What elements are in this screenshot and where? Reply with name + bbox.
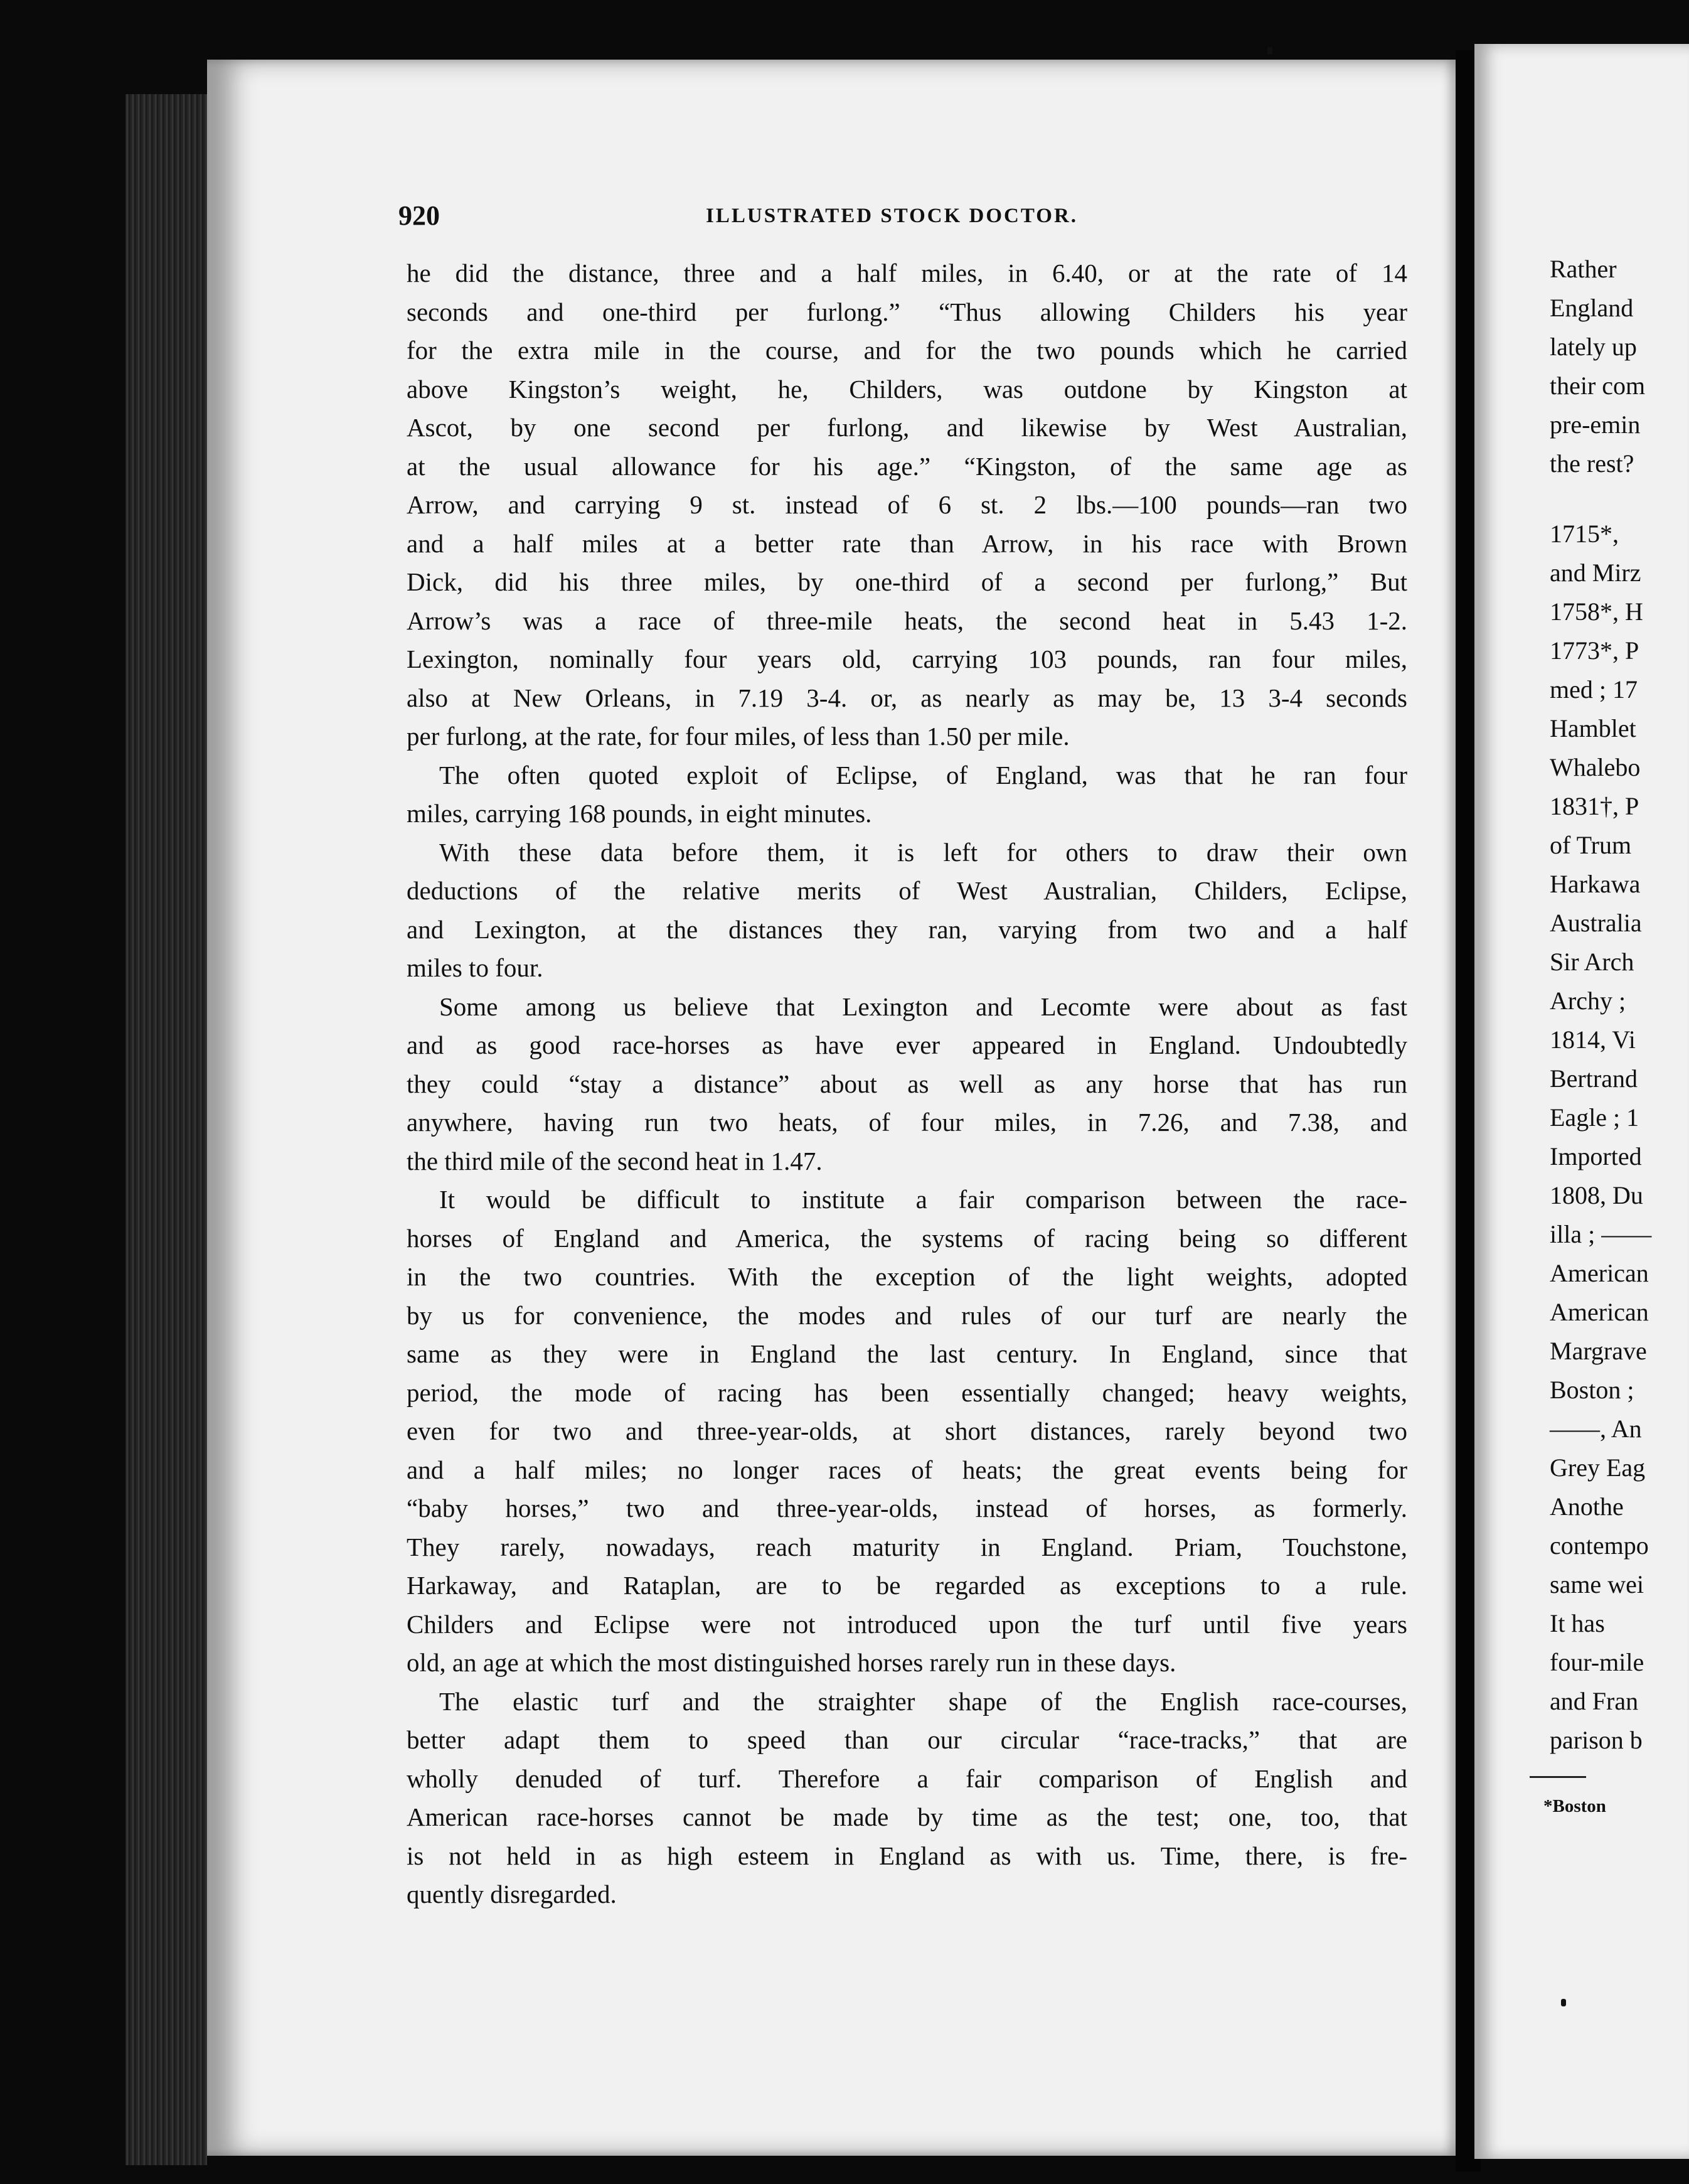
- right-page-line: 1758*, H: [1550, 597, 1643, 626]
- speck: [1561, 1999, 1566, 2006]
- text-line: American race-horses cannot be made by time as the test; one, too, that: [407, 1802, 1407, 1831]
- text-line: miles to four.: [407, 953, 543, 982]
- footnote-rule: [1530, 1776, 1586, 1778]
- paragraph: [407, 756, 1407, 833]
- right-page-line: Margrave: [1550, 1337, 1647, 1365]
- page-header: [398, 200, 1412, 237]
- text-line: Childers and Eclipse were not introduced upon the turf until five years: [407, 1609, 1407, 1639]
- footnote: *Boston: [1543, 1796, 1606, 1816]
- text-line: miles, carrying 168 pounds, in eight minutes.: [407, 799, 872, 828]
- right-page-line: American: [1550, 1259, 1649, 1287]
- right-page-line: Grey Eag: [1550, 1453, 1646, 1482]
- text-line: Arrow, and carrying 9 st. instead of 6 st. 2 lbs.—100 pounds—ran two: [407, 490, 1407, 519]
- text-line: and a half miles at a better rate than Arrow, in his race with Brown: [407, 528, 1407, 558]
- right-page-line: lately up: [1550, 333, 1637, 361]
- text-line: Ascot, by one second per furlong, and likewise by West Australian,: [407, 413, 1407, 442]
- text-line: he did the distance, three and a half miles, in 6.40, or at the rate of 14: [407, 259, 1407, 287]
- text-line: even for two and three-year-olds, at short distances, rarely beyond two: [407, 1416, 1407, 1445]
- text-line: old, an age at which the most distinguished horses rarely run in these days.: [407, 1648, 1176, 1677]
- text-line: by us for convenience, the modes and rules of our turf are nearly the: [407, 1300, 1407, 1330]
- text-line: The often quoted exploit of Eclipse, of England, was that he ran four: [439, 760, 1407, 790]
- right-page-line: contempo: [1550, 1531, 1649, 1560]
- right-page-line: and Mirz: [1550, 559, 1641, 587]
- right-page-line: 1715*,: [1550, 520, 1619, 548]
- text-line: Dick, did his three miles, by one-third of a second per furlong,” But: [407, 567, 1407, 596]
- right-page-line: Sir Arch: [1550, 948, 1634, 976]
- text-line: is not held in as high esteem in England as with us. Time, there, is fre-: [407, 1841, 1407, 1870]
- text-line: period, the mode of racing has been essentially changed; heavy weights,: [407, 1378, 1407, 1407]
- text-line: better adapt them to speed than our circular “race-tracks,” that are: [407, 1725, 1407, 1754]
- right-page-line: parison b: [1550, 1726, 1643, 1754]
- right-page-line: pre-emin: [1550, 410, 1641, 439]
- right-page-line: 1808, Du: [1550, 1181, 1643, 1209]
- right-page-line: Boston ;: [1550, 1376, 1634, 1404]
- text-line: and as good race-horses as have ever appeared in England. Undoubtedly: [407, 1030, 1407, 1059]
- paragraph: [407, 1180, 1407, 1683]
- right-page-line: four-mile: [1550, 1648, 1644, 1676]
- paragraph: [407, 833, 1407, 988]
- right-page-line: ——, An: [1550, 1415, 1642, 1443]
- right-page-line: Hamblet: [1550, 714, 1636, 742]
- right-page-line: 1814, Vi: [1550, 1025, 1636, 1054]
- text-line: and Lexington, at the distances they ran, varying from two and a half: [407, 914, 1407, 944]
- text-line: same as they were in England the last century. In England, since that: [407, 1339, 1407, 1368]
- text-line: wholly denuded of turf. Therefore a fair comparison of English and: [407, 1764, 1407, 1793]
- paragraph: [407, 988, 1407, 1181]
- text-line: also at New Orleans, in 7.19 3-4. or, as nearly as may be, 13 3-4 seconds: [407, 683, 1407, 712]
- text-line: at the usual allowance for his age.” “Kingston, of the same age as: [407, 451, 1407, 481]
- right-page-line: Rather: [1550, 255, 1617, 283]
- book-page-edges: [125, 94, 207, 2165]
- text-line: above Kingston’s weight, he, Childers, was outdone by Kingston at: [407, 374, 1407, 404]
- text-line: seconds and one-third per furlong.” “Thus allowing Childers his year: [407, 297, 1407, 326]
- right-page: [1474, 44, 1689, 2159]
- text-line: in the two countries. With the exception of the light weights, adopted: [407, 1262, 1407, 1291]
- right-page-line: Imported: [1550, 1142, 1642, 1170]
- body-text: [407, 254, 1407, 1914]
- right-page-line: of Trum: [1550, 831, 1632, 859]
- text-line: quently disregarded.: [407, 1880, 617, 1908]
- right-page-line: It has: [1550, 1609, 1605, 1637]
- text-line: and a half miles; no longer races of heats; the great events being for: [407, 1455, 1407, 1484]
- text-line: they could “stay a distance” about as well as any horse that has run: [407, 1069, 1407, 1098]
- text-line: Lexington, nominally four years old, carrying 103 pounds, ran four miles,: [407, 645, 1407, 673]
- text-line: anywhere, having run two heats, of four miles, in 7.26, and 7.38, and: [407, 1108, 1407, 1137]
- right-page-line: Bertrand: [1550, 1064, 1638, 1093]
- right-page-line: same wei: [1550, 1570, 1644, 1598]
- right-page-line: Harkawa: [1550, 870, 1641, 898]
- right-page-line: Australia: [1550, 909, 1642, 937]
- text-line: deductions of the relative merits of West Australian, Childers, Eclipse,: [407, 876, 1407, 905]
- right-page-text: [1543, 250, 1652, 1826]
- text-line: the third mile of the second heat in 1.47.: [407, 1146, 823, 1175]
- right-page-line: Anothe: [1550, 1492, 1624, 1521]
- right-page-line: illa ; ——: [1550, 1220, 1652, 1248]
- text-line: They rarely, nowadays, reach maturity in England. Priam, Touchstone,: [407, 1532, 1407, 1561]
- right-page-line: med ; 17: [1550, 675, 1638, 704]
- right-page-line: Whalebo: [1550, 753, 1641, 781]
- right-page-line: England: [1550, 294, 1634, 322]
- text-line: With these data before them, it is left for others to draw their own: [439, 837, 1407, 867]
- right-page-line: 1831†, P: [1550, 792, 1639, 820]
- text-line: The elastic turf and the straighter shape of the English race-courses,: [439, 1686, 1407, 1716]
- text-line: Harkaway, and Rataplan, are to be regarded as exceptions to a rule.: [407, 1571, 1407, 1600]
- speck: [1267, 47, 1272, 55]
- text-line: horses of England and America, the systems of racing being so different: [407, 1223, 1407, 1253]
- right-page-line: 1773*, P: [1550, 636, 1639, 665]
- text-line: It would be difficult to institute a fair comparison between the race-: [439, 1185, 1407, 1214]
- right-page-line: the rest?: [1550, 449, 1634, 478]
- text-line: per furlong, at the rate, for four miles, of less than 1.50 per mile.: [407, 722, 1070, 751]
- right-page-line: Archy ;: [1550, 987, 1626, 1015]
- text-line: “baby horses,” two and three-year-olds, instead of horses, as formerly.: [407, 1494, 1407, 1523]
- right-page-line: Eagle ; 1: [1550, 1103, 1639, 1132]
- spacer: [1550, 483, 1651, 515]
- right-page-line: and Fran: [1550, 1687, 1639, 1715]
- right-page-line: their com: [1550, 372, 1646, 400]
- page-number: 920: [398, 200, 440, 231]
- right-page-line: American: [1550, 1298, 1649, 1326]
- paragraph: [407, 254, 1407, 756]
- running-head: ILLUSTRATED STOCK DOCTOR.: [706, 205, 1079, 227]
- text-line: Arrow’s was a race of three-mile heats, the second heat in 5.43 1-2.: [407, 606, 1407, 635]
- text-line: Some among us believe that Lexington and Lecomte were about as fast: [439, 992, 1407, 1021]
- text-line: for the extra mile in the course, and for the two pounds which he carried: [407, 336, 1407, 365]
- paragraph: [407, 1683, 1407, 1914]
